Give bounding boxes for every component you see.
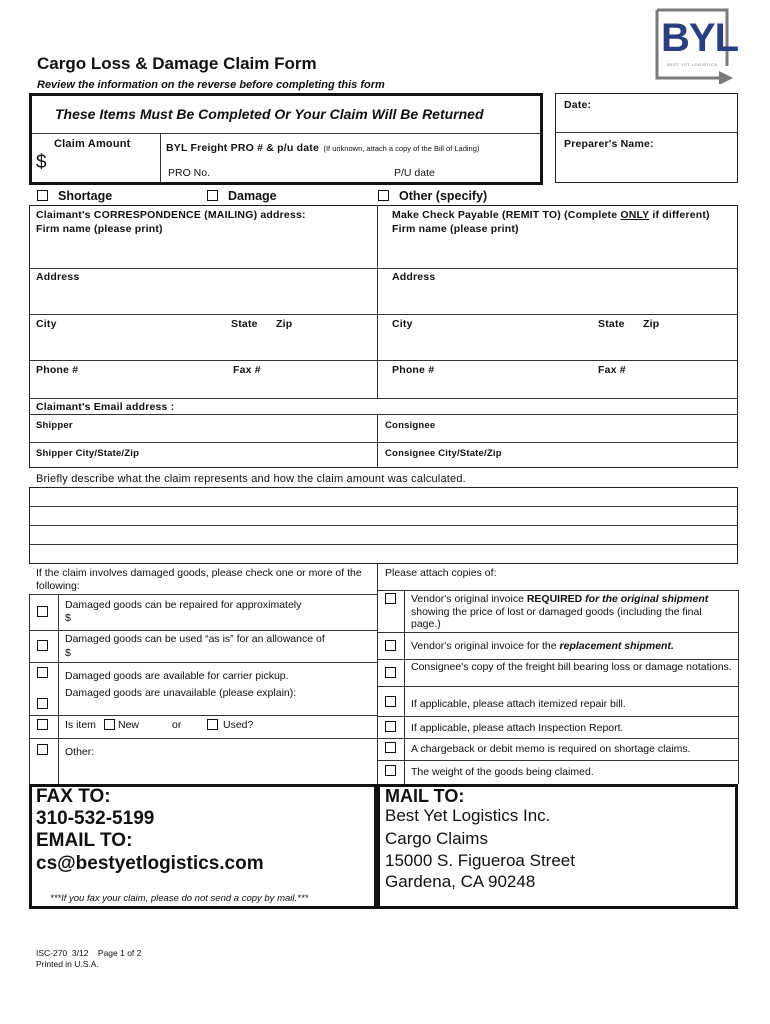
pro-label bbox=[166, 138, 479, 156]
attach-invoice-post: showing the price of lost or damaged goods (including the final page.) bbox=[411, 605, 702, 630]
required-heading: These Items Must Be Completed Or Your Claim Will Be Returned bbox=[55, 106, 484, 122]
mail-line3: 15000 S. Figueroa Street bbox=[385, 851, 575, 870]
or-label: or bbox=[172, 719, 182, 731]
attach-weight-checkbox[interactable] bbox=[385, 765, 396, 776]
used-checkbox[interactable] bbox=[207, 719, 218, 730]
other-label: Other (specify) bbox=[399, 189, 488, 203]
claimant-firm-label: Firm name (please print) bbox=[36, 223, 163, 235]
attach-chargeback-checkbox[interactable] bbox=[385, 742, 396, 753]
damage-label: Damage bbox=[228, 189, 277, 203]
fax-note: ***If you fax your claim, please do not send a copy by mail.*** bbox=[50, 893, 309, 904]
pro-note: (If unknown, attach a copy of the Bill of Lading) bbox=[323, 144, 480, 153]
email-address[interactable]: cs@bestyetlogistics.com bbox=[36, 853, 264, 874]
attach-replacement-checkbox[interactable] bbox=[385, 640, 396, 651]
claimant-address-input[interactable] bbox=[36, 286, 371, 310]
pro-no-input[interactable] bbox=[215, 162, 385, 180]
consignee-label: Consignee bbox=[385, 420, 436, 431]
claimant-fax-label: Fax # bbox=[233, 364, 261, 376]
attach-invoice-required: REQUIRED bbox=[526, 593, 583, 605]
payable-state-label: State bbox=[598, 318, 625, 330]
attach-intro: Please attach copies of: bbox=[385, 567, 497, 579]
email-to-label: EMAIL TO: bbox=[36, 830, 133, 851]
other-goods-checkbox[interactable] bbox=[37, 744, 48, 755]
claimant-address-label: Address bbox=[36, 271, 80, 283]
pu-date-label: P/U date bbox=[394, 167, 435, 179]
payable-heading-only: ONLY bbox=[620, 209, 650, 221]
other-goods-label: Other: bbox=[65, 746, 95, 758]
footer-code: ISC-270 3/12 Page 1 of 2 bbox=[36, 948, 142, 958]
payable-zip-label: Zip bbox=[643, 318, 660, 330]
fax-label: FAX TO: bbox=[36, 786, 111, 807]
form-title: Cargo Loss & Damage Claim Form bbox=[37, 54, 317, 73]
new-checkbox[interactable] bbox=[104, 719, 115, 730]
claimant-state-label: State bbox=[231, 318, 258, 330]
form-subtitle: Review the information on the reverse before completing this form bbox=[37, 79, 385, 91]
payable-firm-label: Firm name (please print) bbox=[392, 223, 519, 235]
claim-dollar-sign: $ bbox=[36, 152, 47, 173]
allowance-checkbox[interactable] bbox=[37, 640, 48, 651]
fax-number: 310-532-5199 bbox=[36, 808, 155, 829]
pro-no-label: PRO No. bbox=[168, 167, 211, 179]
other-checkbox[interactable] bbox=[378, 190, 389, 201]
payable-firm-input[interactable] bbox=[392, 240, 732, 264]
attach-invoice-for: for the original shipment bbox=[582, 593, 709, 605]
damage-checkbox[interactable] bbox=[207, 190, 218, 201]
claimant-heading: Claimant's CORRESPONDENCE (MAILING) address: bbox=[36, 209, 306, 221]
payable-phone-input[interactable] bbox=[392, 376, 732, 396]
footer-printed: Printed in U.S.A. bbox=[36, 959, 99, 969]
pickup-checkbox[interactable] bbox=[37, 667, 48, 678]
attach-freight-bill-checkbox[interactable] bbox=[385, 667, 396, 678]
attach-weight-text: The weight of the goods being claimed. bbox=[411, 766, 594, 778]
logo-tagline: BEST YET LOGISTICS bbox=[667, 62, 718, 67]
payable-address-label: Address bbox=[392, 271, 436, 283]
used-label: Used? bbox=[223, 719, 254, 731]
claimant-email-label: Claimant's Email address : bbox=[36, 401, 175, 413]
claimant-firm-input[interactable] bbox=[36, 240, 371, 264]
attach-replacement-text bbox=[411, 640, 674, 652]
pu-date-input[interactable] bbox=[444, 162, 534, 180]
claimant-email-input[interactable] bbox=[190, 400, 730, 413]
logo-text: BYL bbox=[661, 16, 738, 60]
unavailable-checkbox[interactable] bbox=[37, 698, 48, 709]
mail-to-label: MAIL TO: bbox=[385, 786, 465, 806]
attach-repair-bill-checkbox[interactable] bbox=[385, 696, 396, 707]
pro-label-text: BYL Freight PRO # & p/u date bbox=[166, 142, 320, 154]
payable-phone-label: Phone # bbox=[392, 364, 435, 376]
claimant-phone-input[interactable] bbox=[36, 376, 371, 396]
preparer-input[interactable] bbox=[564, 154, 732, 176]
shipper-label: Shipper bbox=[36, 420, 73, 431]
attach-inspection-checkbox[interactable] bbox=[385, 721, 396, 732]
payable-city-label: City bbox=[392, 318, 413, 330]
attach-chargeback-text: A chargeback or debit memo is required on shortage claims. bbox=[411, 743, 691, 755]
unavailable-label: Damaged goods are unavailable (please explain): bbox=[65, 687, 297, 699]
attach-freight-bill-text: Consignee's copy of the freight bill bearing loss or damage notations. bbox=[411, 661, 732, 673]
allowance-label: Damaged goods can be used “as is” for an allowance of bbox=[65, 633, 325, 645]
shortage-label: Shortage bbox=[58, 189, 113, 203]
attach-inspection-text: If applicable, please attach Inspection Report. bbox=[411, 722, 624, 734]
payable-heading-post: if different) bbox=[649, 209, 710, 221]
attach-invoice-text bbox=[411, 593, 733, 631]
attach-invoice-checkbox[interactable] bbox=[385, 593, 396, 604]
describe-textarea[interactable] bbox=[31, 489, 736, 562]
is-item-checkbox[interactable] bbox=[37, 719, 48, 730]
attach-replacement-pre: Vendor's original invoice for the bbox=[411, 640, 560, 652]
attach-repair-bill-text: If applicable, please attach itemized repair bill. bbox=[411, 698, 626, 710]
payable-address-input[interactable] bbox=[392, 286, 732, 310]
repair-dollar: $ bbox=[65, 612, 71, 624]
mail-line4: Gardena, CA 90248 bbox=[385, 872, 536, 891]
date-label: Date: bbox=[564, 99, 592, 111]
mail-line1: Best Yet Logistics Inc. bbox=[385, 806, 551, 825]
attach-replacement-em: replacement shipment. bbox=[559, 640, 674, 652]
new-label: New bbox=[118, 719, 140, 731]
shortage-checkbox[interactable] bbox=[37, 190, 48, 201]
describe-label: Briefly describe what the claim represents and how the claim amount was calculated. bbox=[36, 473, 466, 485]
preparer-label: Preparer's Name: bbox=[564, 138, 654, 150]
claim-amount-label: Claim Amount bbox=[54, 138, 131, 150]
consignee-csz-label: Consignee City/State/Zip bbox=[385, 448, 502, 459]
payable-fax-label: Fax # bbox=[598, 364, 626, 376]
payable-heading-pre: Make Check Payable (REMIT TO) (Complete bbox=[392, 209, 621, 221]
payable-city-input[interactable] bbox=[392, 332, 732, 356]
allowance-dollar: $ bbox=[65, 647, 71, 659]
claimant-city-label: City bbox=[36, 318, 57, 330]
company-logo bbox=[655, 8, 737, 84]
attach-invoice-pre: Vendor's original invoice bbox=[411, 593, 527, 605]
payable-heading bbox=[392, 209, 710, 221]
claimant-city-input[interactable] bbox=[36, 332, 371, 356]
pickup-label: Damaged goods are available for carrier pickup. bbox=[65, 670, 289, 682]
damaged-intro: If the claim involves damaged goods, please check one or more of the following: bbox=[36, 567, 362, 592]
claimant-phone-label: Phone # bbox=[36, 364, 79, 376]
claimant-zip-label: Zip bbox=[276, 318, 293, 330]
mail-line2: Cargo Claims bbox=[385, 829, 488, 848]
repair-checkbox[interactable] bbox=[37, 606, 48, 617]
repair-label: Damaged goods can be repaired for approximately bbox=[65, 599, 302, 611]
shipper-csz-label: Shipper City/State/Zip bbox=[36, 448, 140, 459]
is-item-label: Is item bbox=[65, 719, 96, 731]
claim-amount-input[interactable] bbox=[54, 155, 154, 177]
date-input[interactable] bbox=[600, 108, 730, 128]
